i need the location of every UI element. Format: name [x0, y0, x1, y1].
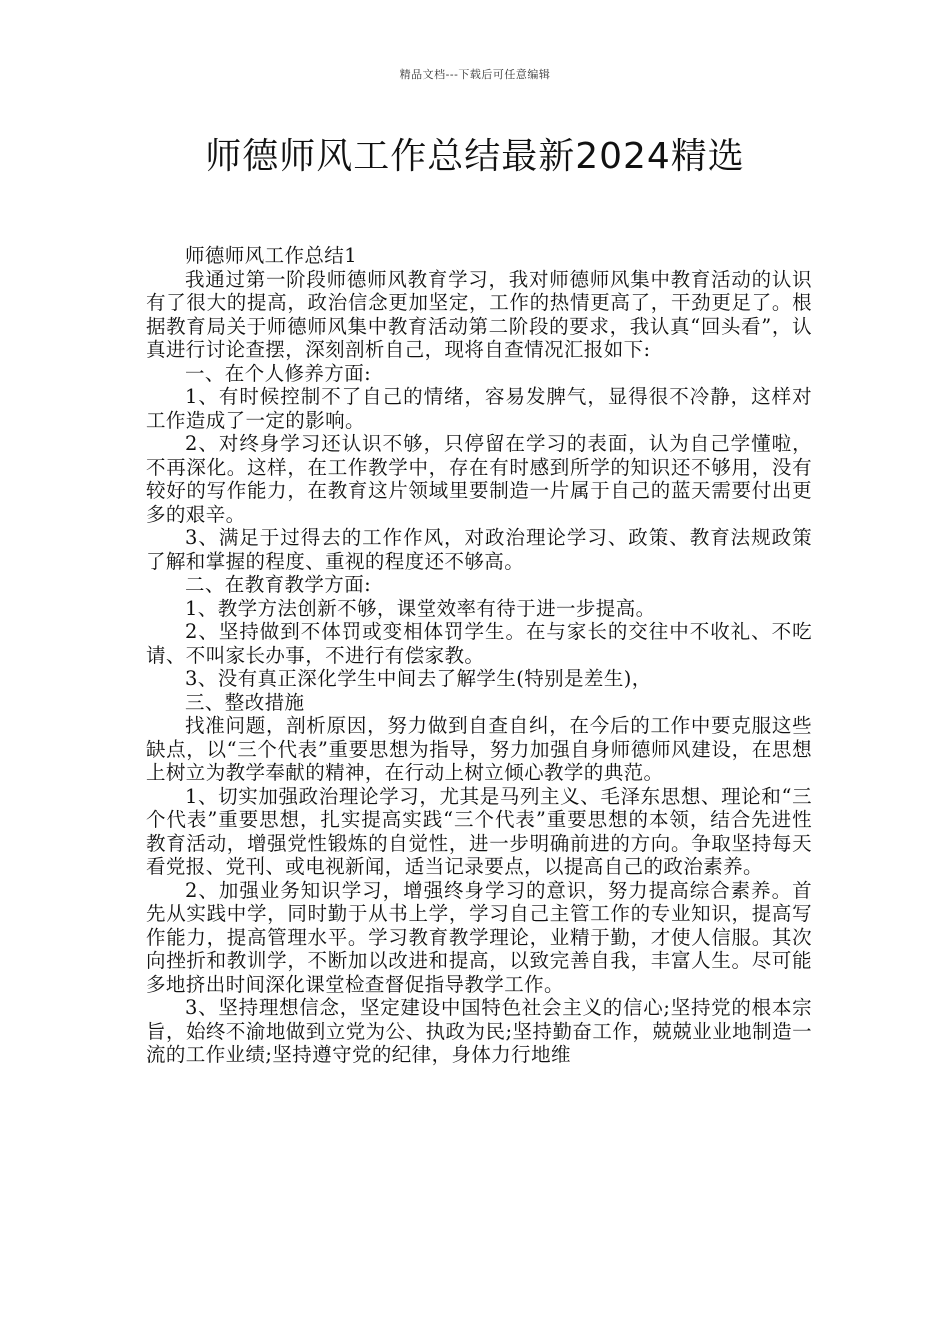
- personal-item-3: 3、满足于过得去的工作作风，对政治理论学习、政策、教育法规政策了解和掌握的程度、重视的程度还不够高。: [146, 526, 812, 573]
- section-heading-measures: 三、整改措施: [185, 690, 305, 714]
- section-heading-summary-1: 师德师风工作总结1: [185, 244, 358, 267]
- document-body: [146, 244, 812, 1067]
- personal-item-2: 2、对终身学习还认识不够，只停留在学习的表面，认为自己学懂啦，不再深化。这样，在工作教学中，存在有时感到所学的知识还不够用，没有较好的写作能力，在教育这片领域里要制造一片属于自己的蓝天需要付出更多的艰辛。: [146, 432, 812, 526]
- measures-item-2: 2、加强业务知识学习，增强终身学习的意识，努力提高综合素养。首先从实践中学，同时勤于从书上学，学习自己主管工作的专业知识，提高写作能力，提高管理水平。学习教育教学理论，业精于勤，才使人信服。其次向挫折和教训学，不断加以改进和提高，以致完善自我，丰富人生。尽可能多地挤出时间深化课堂检查督促指导教学工作。: [146, 878, 812, 996]
- teaching-item-3: 3、没有真正深化学生中间去了解学生(特别是差生)，: [185, 667, 652, 690]
- teaching-item-2: 2、坚持做到不体罚或变相体罚学生。在与家长的交往中不收礼、不吃请、不叫家长办事，不进行有偿家教。: [146, 620, 812, 667]
- document-title: 师德师风工作总结最新2024精选: [205, 136, 745, 177]
- measures-item-1: 1、切实加强政治理论学习，尤其是马列主义、毛泽东思想、理论和“三个代表”重要思想，扎实提高实践“三个代表”重要思想的本领，结合先进性教育活动，增强党性锻炼的自觉性，进一步明确前进的方向。争取坚持每天看党报、党刊、或电视新闻，适当记录要点，以提高自己的政治素养。: [146, 784, 812, 878]
- personal-item-1: 1、有时候控制不了自己的情绪，容易发脾气，显得很不冷静，这样对工作造成了一定的影响。: [146, 385, 812, 432]
- section-heading-personal: 一、在个人修养方面:: [185, 361, 372, 385]
- intro-paragraph: 我通过第一阶段师德师风教育学习，我对师德师风集中教育活动的认识有了很大的提高，政治信念更加坚定，工作的热情更高了，干劲更足了。根据教育局关于师德师风集中教育活动第二阶段的要求，我认真“回头看”，认真进行讨论查摆，深刻剖析自己，现将自查情况汇报如下:: [146, 267, 812, 361]
- measures-item-3: 3、坚持理想信念，坚定建设中国特色社会主义的信心;坚持党的根本宗旨，始终不渝地做到立党为公、执政为民;坚持勤奋工作，兢兢业业地制造一流的工作业绩;坚持遵守党的纪律，身体力行地维: [146, 996, 812, 1066]
- section-heading-teaching: 二、在教育教学方面:: [185, 573, 372, 596]
- measures-intro-paragraph: 找准问题，剖析原因，努力做到自查自纠，在今后的工作中要克服这些缺点，以“三个代表”重要思想为指导，努力加强自身师德师风建设，在思想上树立为教学奉献的精神，在行动上树立倾心教学的典范。: [146, 714, 812, 784]
- header-note: 精品文档---下载后可任意编辑: [399, 68, 551, 81]
- teaching-item-1: 1、教学方法创新不够，课堂效率有待于进一步提高。: [185, 596, 656, 620]
